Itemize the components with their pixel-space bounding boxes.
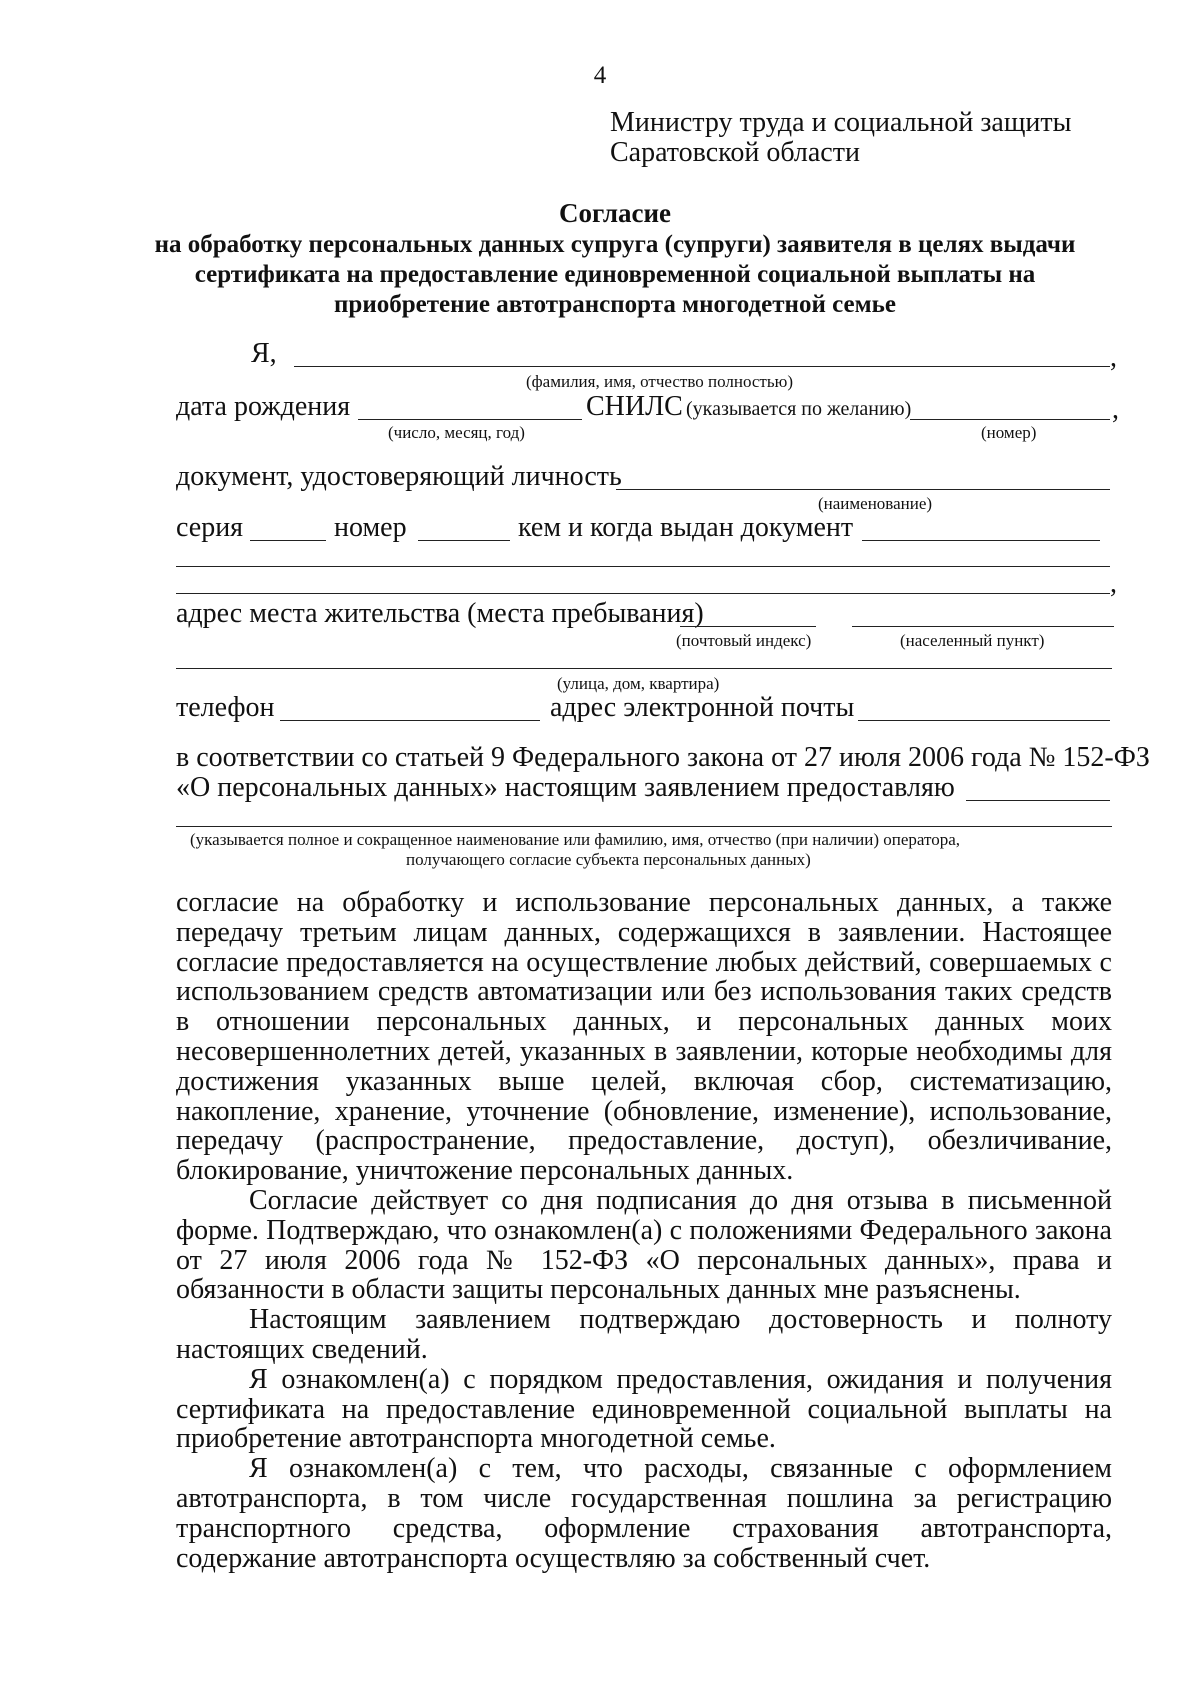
fio-field[interactable] — [294, 366, 1110, 367]
birth-date-field[interactable] — [358, 419, 582, 420]
snils-label: СНИЛС — [586, 391, 683, 422]
addressee-line-2: Саратовской области — [610, 137, 860, 168]
email-field[interactable] — [858, 720, 1110, 721]
snils-comma: , — [1112, 394, 1119, 425]
operator-caption-1: (указывается полное и сокращенное наименование или фамилию, имя, отчество (при наличии) оператора, — [190, 830, 961, 849]
issued-by-field[interactable] — [862, 540, 1100, 541]
street-caption: (улица, дом, квартира) — [557, 674, 720, 693]
issued-by-continuation-line-1[interactable] — [176, 566, 1110, 567]
phone-label: телефон — [176, 692, 275, 723]
consent-paragraph-4: Я ознакомлен(а) с порядком предоставления, ожидания и получения сертификата на предоставление единовременной социальной выплаты на приобретение автотранспорта многодетной семье. — [176, 1363, 1112, 1455]
address-label: адрес места жительства (места пребывания) — [176, 598, 704, 629]
ya-label: Я, — [251, 338, 277, 369]
fio-caption: (фамилия, имя, отчество полностью) — [526, 372, 793, 391]
locality-caption: (населенный пункт) — [900, 631, 1045, 650]
postcode-caption: (почтовый индекс) — [676, 631, 812, 650]
consent-body — [176, 888, 1112, 1573]
consent-paragraph-3: Настоящим заявлением подтверждаю достоверность и полноту настоящих сведений. — [176, 1304, 1112, 1365]
series-field[interactable] — [250, 540, 326, 541]
operator-field-continuation[interactable] — [176, 826, 1112, 827]
series-label: серия — [176, 512, 244, 543]
operator-field[interactable] — [966, 800, 1110, 801]
consent-paragraph-2: Согласие действует со дня подписания до дня отзыва в письменной форме. Подтверждаю, что ознакомлен(а) с положениями Федерального закона от 27 июля 2006 года № 152-ФЗ «О персональных данных», права и обязанности в области защиты персональных данных мне разъяснены. — [176, 1184, 1112, 1306]
email-label: адрес электронной почты — [550, 692, 855, 723]
document-heading: Согласие — [558, 198, 672, 228]
snils-number-caption: (номер) — [981, 423, 1037, 442]
issued-by-continuation-line-2[interactable] — [176, 593, 1110, 594]
snils-field[interactable] — [910, 419, 1110, 420]
operator-caption-2: получающего согласие субъекта персональных данных) — [406, 850, 811, 869]
law-line-2: «О персональных данных» настоящим заявлением предоставляю — [176, 772, 955, 803]
id-document-field[interactable] — [616, 489, 1110, 490]
snils-note: (указывается по желанию) — [686, 398, 912, 420]
addressee — [610, 108, 1071, 168]
birth-date-caption: (число, месяц, год) — [388, 423, 525, 442]
phone-field[interactable] — [280, 720, 540, 721]
street-field[interactable] — [176, 668, 1112, 669]
document-subtitle: на обработку персональных данных супруга (супруги) заявителя в целях выдачи сертификата на предоставление единовременной социальной выплаты на приобретение автотранспорта многодетной семье — [154, 231, 1076, 318]
addressee-line-1: Министру труда и социальной защиты — [610, 107, 1072, 138]
consent-paragraph-5: Я ознакомлен(а) с тем, что расходы, связанные с оформлением автотранспорта, в том числе государственная пошлина за регистрацию транспортного средства, оформление страхования автотранспорта, содержание автотранспорта осуществляю за собственный счет. — [176, 1453, 1112, 1574]
law-line-1: в соответствии со статьей 9 Федерального закона от 27 июля 2006 года № 152-ФЗ — [176, 742, 1150, 773]
fio-comma: , — [1110, 342, 1117, 373]
issued-by-comma: , — [1110, 568, 1117, 599]
number-label: номер — [334, 512, 407, 543]
page-number: 4 — [593, 62, 607, 89]
id-document-caption: (наименование) — [818, 494, 933, 513]
locality-field[interactable] — [852, 626, 1114, 627]
postcode-field[interactable] — [680, 626, 816, 627]
birth-date-label: дата рождения — [176, 391, 351, 422]
number-field[interactable] — [418, 540, 510, 541]
issued-by-label: кем и когда выдан документ — [518, 512, 854, 543]
id-document-label: документ, удостоверяющий личность — [176, 461, 622, 492]
consent-paragraph-1: согласие на обработку и использование персональных данных, а также передачу третьим лицам данных, содержащихся в заявлении. Настоящее согласие предоставляется на осуществление любых действий, совершаемых с использованием средств автоматизации или без использования таких средств в отношении персональных данных, и персональных данных моих несовершеннолетних детей, указанных в заявлении, которые необходимы для достижения указанных выше целей, включая сбор, систематизацию, накопление, хранение, уточнение (обновление, изменение), использование, передачу (распространение, предоставление, доступ), обезличивание, блокирование, уничтожение персональных данных. — [176, 887, 1112, 1187]
